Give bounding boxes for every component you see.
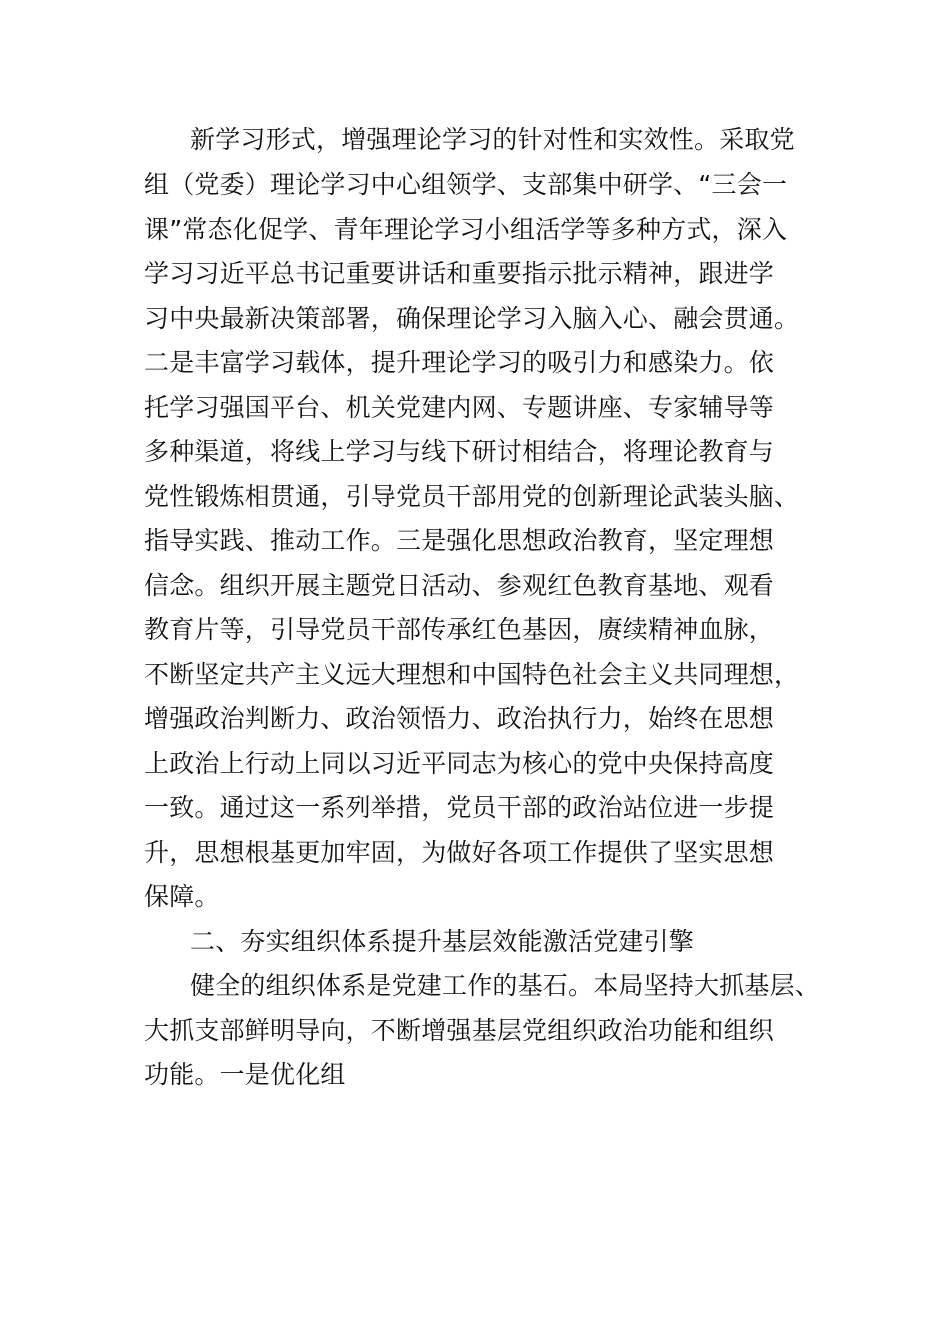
text-line-2: 组（党委）理论学习中心组领学、支部集中研学、“三会一 bbox=[144, 170, 788, 199]
text-line-7: 托学习强国平台、机关党建内网、专题讲座、专家辅导等 bbox=[144, 393, 775, 422]
text-line-13: 不断坚定共产主义远大理想和中国特色社会主义共同理想， bbox=[144, 660, 800, 689]
text-line-20: 健全的组织体系是党建工作的基石。本局坚持大抓基层、 bbox=[190, 971, 821, 1000]
text-line-8: 多种渠道，将线上学习与线下研讨相结合，将理论教育与 bbox=[144, 437, 775, 466]
text-line-17: 升，思想根基更加牢固，为做好各项工作提供了坚实思想 bbox=[144, 838, 775, 867]
text-line-12: 教育片等，引导党员干部传承红色基因，赓续精神血脉， bbox=[144, 615, 775, 644]
text-line-22: 功能。一是优化组 bbox=[144, 1060, 346, 1089]
text-line-16: 一致。通过这一系列举措，党员干部的政治站位进一步提 bbox=[144, 793, 775, 822]
text-line-11: 信念。组织开展主题党日活动、参观红色教育基地、观看 bbox=[144, 571, 775, 600]
text-line-9: 党性锻炼相贯通，引导党员干部用党的创新理论武装头脑、 bbox=[144, 482, 800, 511]
text-line-3: 课”常态化促学、青年理论学习小组活学等多种方式，深入 bbox=[144, 215, 788, 244]
section-heading: 二、夯实组织体系提升基层效能激活党建引擎 bbox=[190, 927, 695, 956]
text-line-10: 指导实践、推动工作。三是强化思想政治教育，坚定理想 bbox=[144, 526, 775, 555]
text-line-21: 大抓支部鲜明导向，不断增强基层党组织政治功能和组织 bbox=[144, 1016, 775, 1045]
text-line-1: 新学习形式，增强理论学习的针对性和实效性。采取党 bbox=[190, 125, 795, 154]
text-line-6: 二是丰富学习载体，提升理论学习的吸引力和感染力。依 bbox=[144, 348, 775, 377]
text-line-5: 习中央最新决策部署，确保理论学习入脑入心、融会贯通。 bbox=[144, 304, 800, 333]
text-line-4: 学习习近平总书记重要讲话和重要指示批示精神，跟进学 bbox=[144, 259, 775, 288]
text-line-15: 上政治上行动上同以习近平同志为核心的党中央保持高度 bbox=[144, 749, 775, 778]
text-line-18: 保障。 bbox=[144, 882, 220, 911]
text-line-14: 增强政治判断力、政治领悟力、政治执行力，始终在思想 bbox=[144, 704, 775, 733]
